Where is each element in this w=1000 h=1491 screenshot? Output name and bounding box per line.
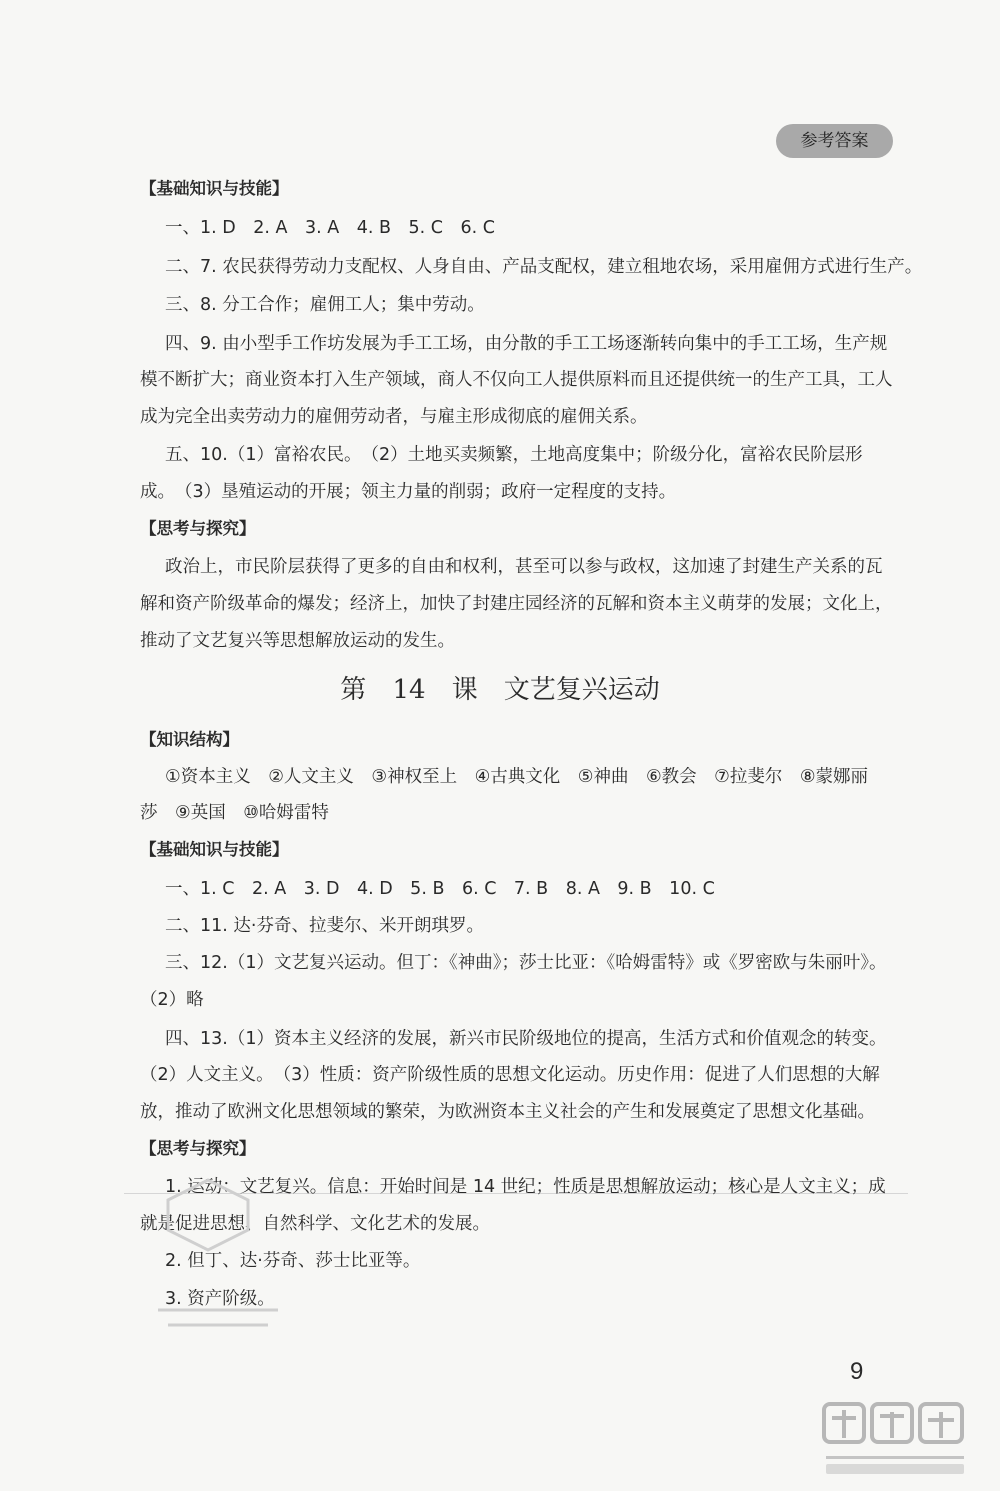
watermark-logo <box>820 1398 970 1480</box>
answer-line: 模不断扩大；商业资本打入生产领域，商人不仅向工人提供原料而且还提供统一的生产工具，工人 <box>140 370 893 390</box>
section-heading-basic: 【基础知识与技能】 <box>140 840 289 859</box>
answer-line: 推动了文艺复兴等思想解放运动的发生。 <box>140 631 455 651</box>
answer-line: 三、8. 分工合作；雇佣工人；集中劳动。 <box>165 295 485 315</box>
answer-line: 一、1. D 2. A 3. A 4. B 5. C 6. C <box>165 218 495 238</box>
section-heading-basic: 【基础知识与技能】 <box>140 179 289 198</box>
answer-line: 1. 运动：文艺复兴。信息：开始时间是 14 世纪；性质是思想解放运动；核心是人文主义；成 <box>165 1177 886 1197</box>
section-heading-think: 【思考与探究】 <box>140 1139 256 1158</box>
answer-line: 一、1. C 2. A 3. D 4. D 5. B 6. C 7. B 8. A 9. B 10. C <box>165 879 715 899</box>
answer-line: ①资本主义 ②人文主义 ③神权至上 ④古典文化 ⑤神曲 ⑥教会 ⑦拉斐尔 ⑧蒙娜丽 <box>165 767 869 787</box>
answer-line: 就是促进思想、自然科学、文化艺术的发展。 <box>140 1214 490 1234</box>
answer-line: 二、11. 达·芬奇、拉斐尔、米开朗琪罗。 <box>165 916 484 936</box>
section-heading-think: 【思考与探究】 <box>140 519 256 538</box>
answer-line: 三、12.（1）文艺复兴运动。但丁：《神曲》；莎士比亚：《哈姆雷特》或《罗密欧与朱丽叶》。 <box>165 953 887 973</box>
answer-line: 四、13.（1）资本主义经济的发展，新兴市民阶级地位的提高，生活方式和价值观念的转变。 <box>165 1029 887 1049</box>
answer-line: 2. 但丁、达·芬奇、莎士比亚等。 <box>165 1251 421 1271</box>
answer-line: 二、7. 农民获得劳动力支配权、人身自由、产品支配权，建立租地农场，采用雇佣方式进行生产。 <box>165 257 923 277</box>
answer-line: 成。 （3）垦殖运动的开展；领主力量的削弱；政府一定程度的支持。 <box>140 482 677 502</box>
lesson-title: 第 14 课 文艺复兴运动 <box>340 675 660 705</box>
answer-line: （2）略 <box>140 990 204 1010</box>
answer-line: 四、9. 由小型手工作坊发展为手工工场，由分散的手工工场逐渐转向集中的手工工场，生产规 <box>165 334 888 354</box>
answer-line: 放，推动了欧洲文化思想领域的繁荣，为欧洲资本主义社会的产生和发展奠定了思想文化基础。 <box>140 1102 875 1122</box>
answer-line: 解和资产阶级革命的爆发；经济上，加快了封建庄园经济的瓦解和资本主义萌芽的发展；文化上， <box>140 594 893 614</box>
section-heading-structure: 【知识结构】 <box>140 730 239 749</box>
answer-line: 3. 资产阶级。 <box>165 1289 275 1309</box>
watermark-stamp <box>148 1160 298 1350</box>
page-number: 9 <box>850 1358 864 1385</box>
answer-line: （2）人文主义。 （3）性质：资产阶级性质的思想文化运动。历史作用：促进了人们思想的大解 <box>140 1065 880 1085</box>
answer-line: 成为完全出卖劳动力的雇佣劳动者，与雇主形成彻底的雇佣关系。 <box>140 407 648 427</box>
reference-answer-tag: 参考答案 <box>776 124 893 158</box>
answer-line: 莎 ⑨英国 ⑩哈姆雷特 <box>140 803 329 823</box>
answer-line: 五、10.（1）富裕农民。 （2）土地买卖频繁，土地高度集中；阶级分化，富裕农民阶层形 <box>165 445 863 465</box>
answer-line: 政治上，市民阶层获得了更多的自由和权利，甚至可以参与政权，这加速了封建生产关系的瓦 <box>165 557 883 577</box>
